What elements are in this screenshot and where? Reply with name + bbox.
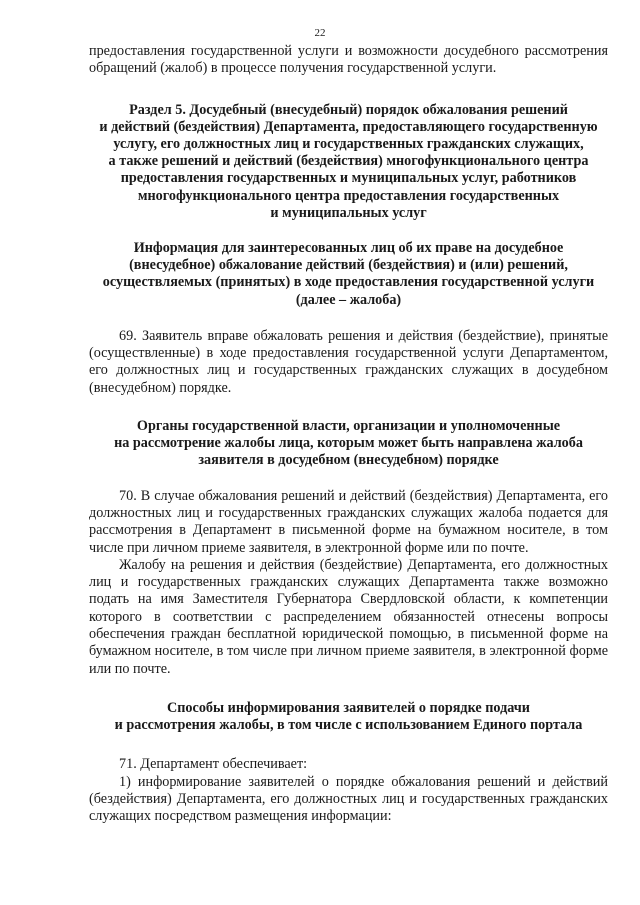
- paragraph-69: 69. Заявитель вправе обжаловать решения и действия (бездействие), принятые (осуществленные) в ходе предоставления государственной услуги Департаментом, его должностных лиц и государственных гражданских служащих в досудебном (внесудебном) порядке.: [89, 327, 608, 396]
- section-5-heading-line: и муниципальных услуг: [270, 204, 427, 221]
- ways-heading: [89, 700, 608, 734]
- info-heading-line: (внесудебное) обжалование действий (бездействия) и (или) решений,: [129, 257, 568, 274]
- ways-heading-line: и рассмотрения жалобы, в том числе с использованием Единого портала: [114, 717, 583, 734]
- organs-heading-line: Органы государственной власти, организации и уполномоченные: [136, 418, 561, 435]
- organs-heading-line: заявителя в досудебном (внесудебном) порядке: [198, 452, 499, 469]
- section-5-heading-line: и действий (бездействия) Департамента, предоставляющего государственную: [99, 118, 598, 135]
- intro-paragraph: предоставления государственной услуги и возможности досудебного рассмотрения обращений (жалоб) в процессе получения государственной услуги.: [89, 43, 608, 77]
- info-heading-line: Информация для заинтересованных лиц об их праве на досудебное: [133, 240, 564, 257]
- paragraph-70: 70. В случае обжалования решений и действий (бездействия) Департамента, его должностных лиц и государственных гражданских служащих жалоба подается для рассмотрения в Департамент в письменной форме на бумажном носителе, в том числе при личном приеме заявителя, в электронной форме или по почте.: [89, 487, 608, 556]
- section-5-heading: [89, 102, 608, 222]
- paragraph-71: 71. Департамент обеспечивает:: [119, 756, 308, 773]
- page-number: 22: [314, 27, 326, 39]
- organs-heading-line: на рассмотрение жалобы лица, которым может быть направлена жалоба: [114, 435, 583, 452]
- section-5-heading-line: многофункционального центра предоставления государственных: [137, 187, 560, 204]
- info-heading-line: (далее – жалоба): [295, 291, 402, 308]
- page-content: [89, 43, 608, 825]
- paragraph-70-continued: Жалобу на решения и действия (бездействие) Департамента, его должностных лиц и государственных гражданских служащих Департамента также возможно подать на имя Заместителя Губернатора Свердловской области, к компетенции которого в соответствии с распределением обязанностей отнесены вопросы обеспечения граждан бесплатной юридической помощью, в письменной форме на бумажном носителе, в том числе при личном приеме заявителя, в электронной форме или по почте.: [89, 556, 608, 677]
- section-5-heading-line: предоставления государственных и муниципальных услуг, работников: [120, 170, 577, 187]
- organs-heading: [89, 418, 608, 470]
- ways-heading-line: Способы информирования заявителей о порядке подачи: [167, 699, 530, 716]
- section-5-heading-line: услугу, его должностных лиц и государственных гражданских служащих,: [113, 136, 584, 152]
- paragraph-71-item-1: 1) информирование заявителей о порядке обжалования решений и действий (бездействия) Департамента, его должностных лиц и государственных гражданских служащих посредством размещения информации:: [89, 773, 608, 825]
- section-5-heading-line: Раздел 5. Досудебный (внесудебный) порядок обжалования решений: [129, 101, 568, 118]
- info-heading-line: осуществляемых (принятых) в ходе предоставления государственной услуги: [102, 274, 595, 291]
- info-heading: [89, 240, 608, 309]
- section-5-heading-line: а также решений и действий (бездействия) многофункционального центра: [108, 153, 589, 170]
